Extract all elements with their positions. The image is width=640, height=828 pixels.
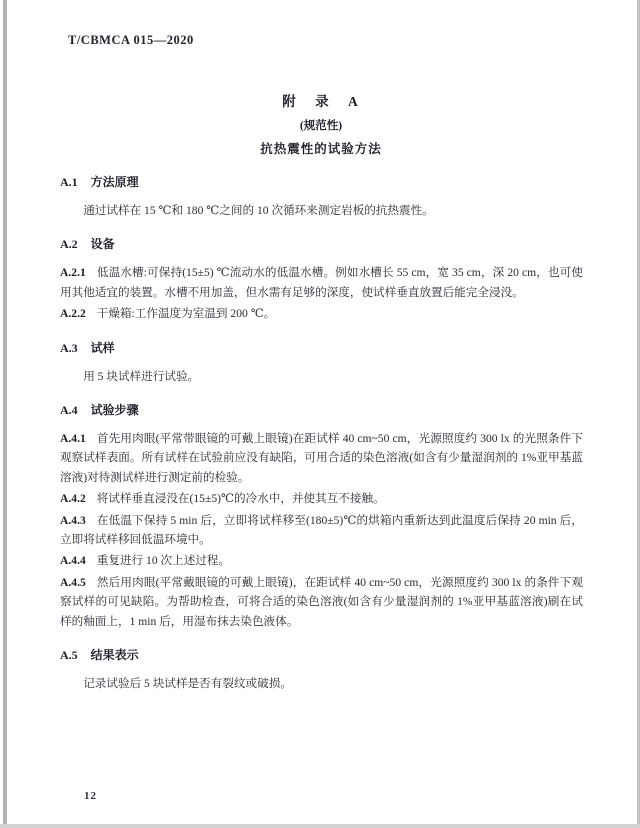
- clause-text: 在低温下保持 5 min 后，立即将试样移至(180±5)℃的烘箱内重新达到此温度后保持 20 min 后，立即将试样移回低温环境中。: [60, 513, 583, 547]
- section-a3: [60, 339, 583, 386]
- clause-number: A.2.1: [60, 266, 86, 280]
- section-number: A.3: [60, 340, 78, 355]
- section-a5: [60, 646, 583, 693]
- page-number: 12: [84, 790, 97, 802]
- clause: [60, 573, 583, 631]
- scan-edge-left: [3, 0, 7, 828]
- section-a1: [60, 173, 583, 220]
- clause: [60, 429, 583, 487]
- paragraph: 通过试样在 15 ℃和 180 ℃之间的 10 次循环来测定岩板的抗热震性。: [83, 204, 434, 217]
- clause-text: 重复进行 10 次上述过程。: [96, 554, 231, 568]
- section-number: A.5: [60, 648, 78, 663]
- section-title: 结果表示: [90, 648, 139, 663]
- clause-number: A.2.2: [60, 307, 86, 321]
- section-heading: [60, 339, 583, 356]
- appendix-label: 附 录 A: [282, 94, 360, 109]
- appendix-title-block: [60, 90, 582, 157]
- clause: [60, 263, 583, 302]
- section-heading: [60, 173, 583, 190]
- clause-number: A.4.3: [60, 513, 86, 527]
- clause: [60, 511, 583, 550]
- section-number: A.4: [60, 403, 78, 418]
- paragraph: 用 5 块试样进行试验。: [83, 369, 200, 383]
- appendix-normative: (规范性): [299, 120, 343, 132]
- paragraph: 记录试验后 5 块试样是否有裂纹或破损。: [83, 677, 292, 691]
- section-number: A.1: [60, 175, 78, 189]
- appendix-subject: 抗热震性的试验方法: [260, 142, 382, 156]
- clause-text: 将试样垂直浸没在(15±5)℃的冷水中，并使其互不接触。: [96, 492, 385, 506]
- clause-text: 低温水槽:可保持(15±5) ℃流动水的低温水槽。例如水槽长 55 cm，宽 35 cm，深 20 cm，也可使用其他适宜的装置。水槽不用加盖，但水需有足够的深度，使试样垂直放置后能完全浸没。: [60, 266, 583, 299]
- clause-text: 然后用肉眼(平常戴眼镜的可戴上眼镜)，在距试样 40 cm~50 cm，光源照度约 300 lx 的条件下观察试样的可见缺陷。为帮助检查，可将合适的染色溶液(如含有少量湿润剂的 1%亚甲基蓝溶液)刷在试样的釉面上，1 min 后，用湿布抹去染色液体。: [60, 575, 583, 628]
- section-title: 设备: [90, 237, 115, 252]
- clause: [60, 551, 583, 570]
- clause-number: A.4.2: [60, 492, 86, 506]
- section-heading: [60, 646, 583, 663]
- clause: [60, 489, 583, 508]
- clause-number: A.4.5: [60, 575, 86, 589]
- clause-number: A.4.4: [60, 554, 86, 568]
- document-body: [60, 158, 583, 701]
- clause-text: 首先用肉眼(平常带眼镜的可戴上眼镜)在距试样 40 cm~50 cm，光源照度约 300 lx 的光照条件下观察试样表面。所有试样在试验前应没有缺陷，可用合适的染色溶液(如含有少量湿润剂的 1%亚甲基蓝溶液)对待测试样进行测定前的检验。: [60, 432, 583, 484]
- section-a4: [60, 401, 583, 631]
- section-a2: [60, 235, 583, 323]
- clause-number: A.4.1: [60, 432, 86, 446]
- section-number: A.2: [60, 237, 78, 252]
- scan-edge-bottom: [0, 824, 640, 828]
- section-heading: [60, 235, 583, 252]
- clause: [60, 304, 583, 323]
- section-title: 试验步骤: [90, 403, 139, 418]
- clause-text: 干燥箱:工作温度为室温到 200 ℃。: [96, 307, 276, 321]
- section-title: 试样: [90, 340, 115, 355]
- standard-number-header: T/CBMCA 015—2020: [68, 33, 194, 47]
- section-title: 方法原理: [90, 175, 139, 189]
- section-heading: [60, 401, 583, 418]
